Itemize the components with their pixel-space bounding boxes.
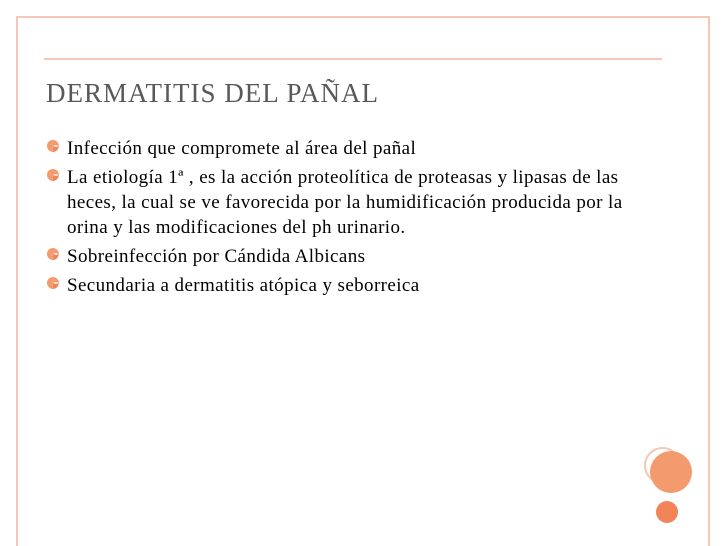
swirl-bullet-icon [46,168,60,182]
bullet-text: Infección que compromete al área del pañal [67,138,417,159]
bullet-text: Secundaria a dermatitis atópica y seborreica [67,275,420,296]
swirl-bullet-icon [46,276,60,290]
swirl-bullet-icon [46,247,60,261]
decorative-circle-small [656,501,678,523]
slide-title: DERMATITIS DEL PAÑAL [46,78,380,108]
bullet-text: Sobreinfección por Cándida Albicans [67,246,366,267]
bullet-item [46,273,636,298]
decorative-circle-large [650,451,692,493]
bullet-item [46,165,636,240]
swirl-bullet-icon [46,139,60,153]
bullet-text: La etiología 1ª , es la acción proteolítica de proteasas y lipasas de las heces, la cual se ve favorecida por la humidificación producida por la orina y las modificaciones del ph urinario. [67,167,623,238]
bullet-item [46,136,636,161]
bullet-list [46,136,636,302]
bullet-item [46,244,636,269]
title-rule [44,58,662,60]
